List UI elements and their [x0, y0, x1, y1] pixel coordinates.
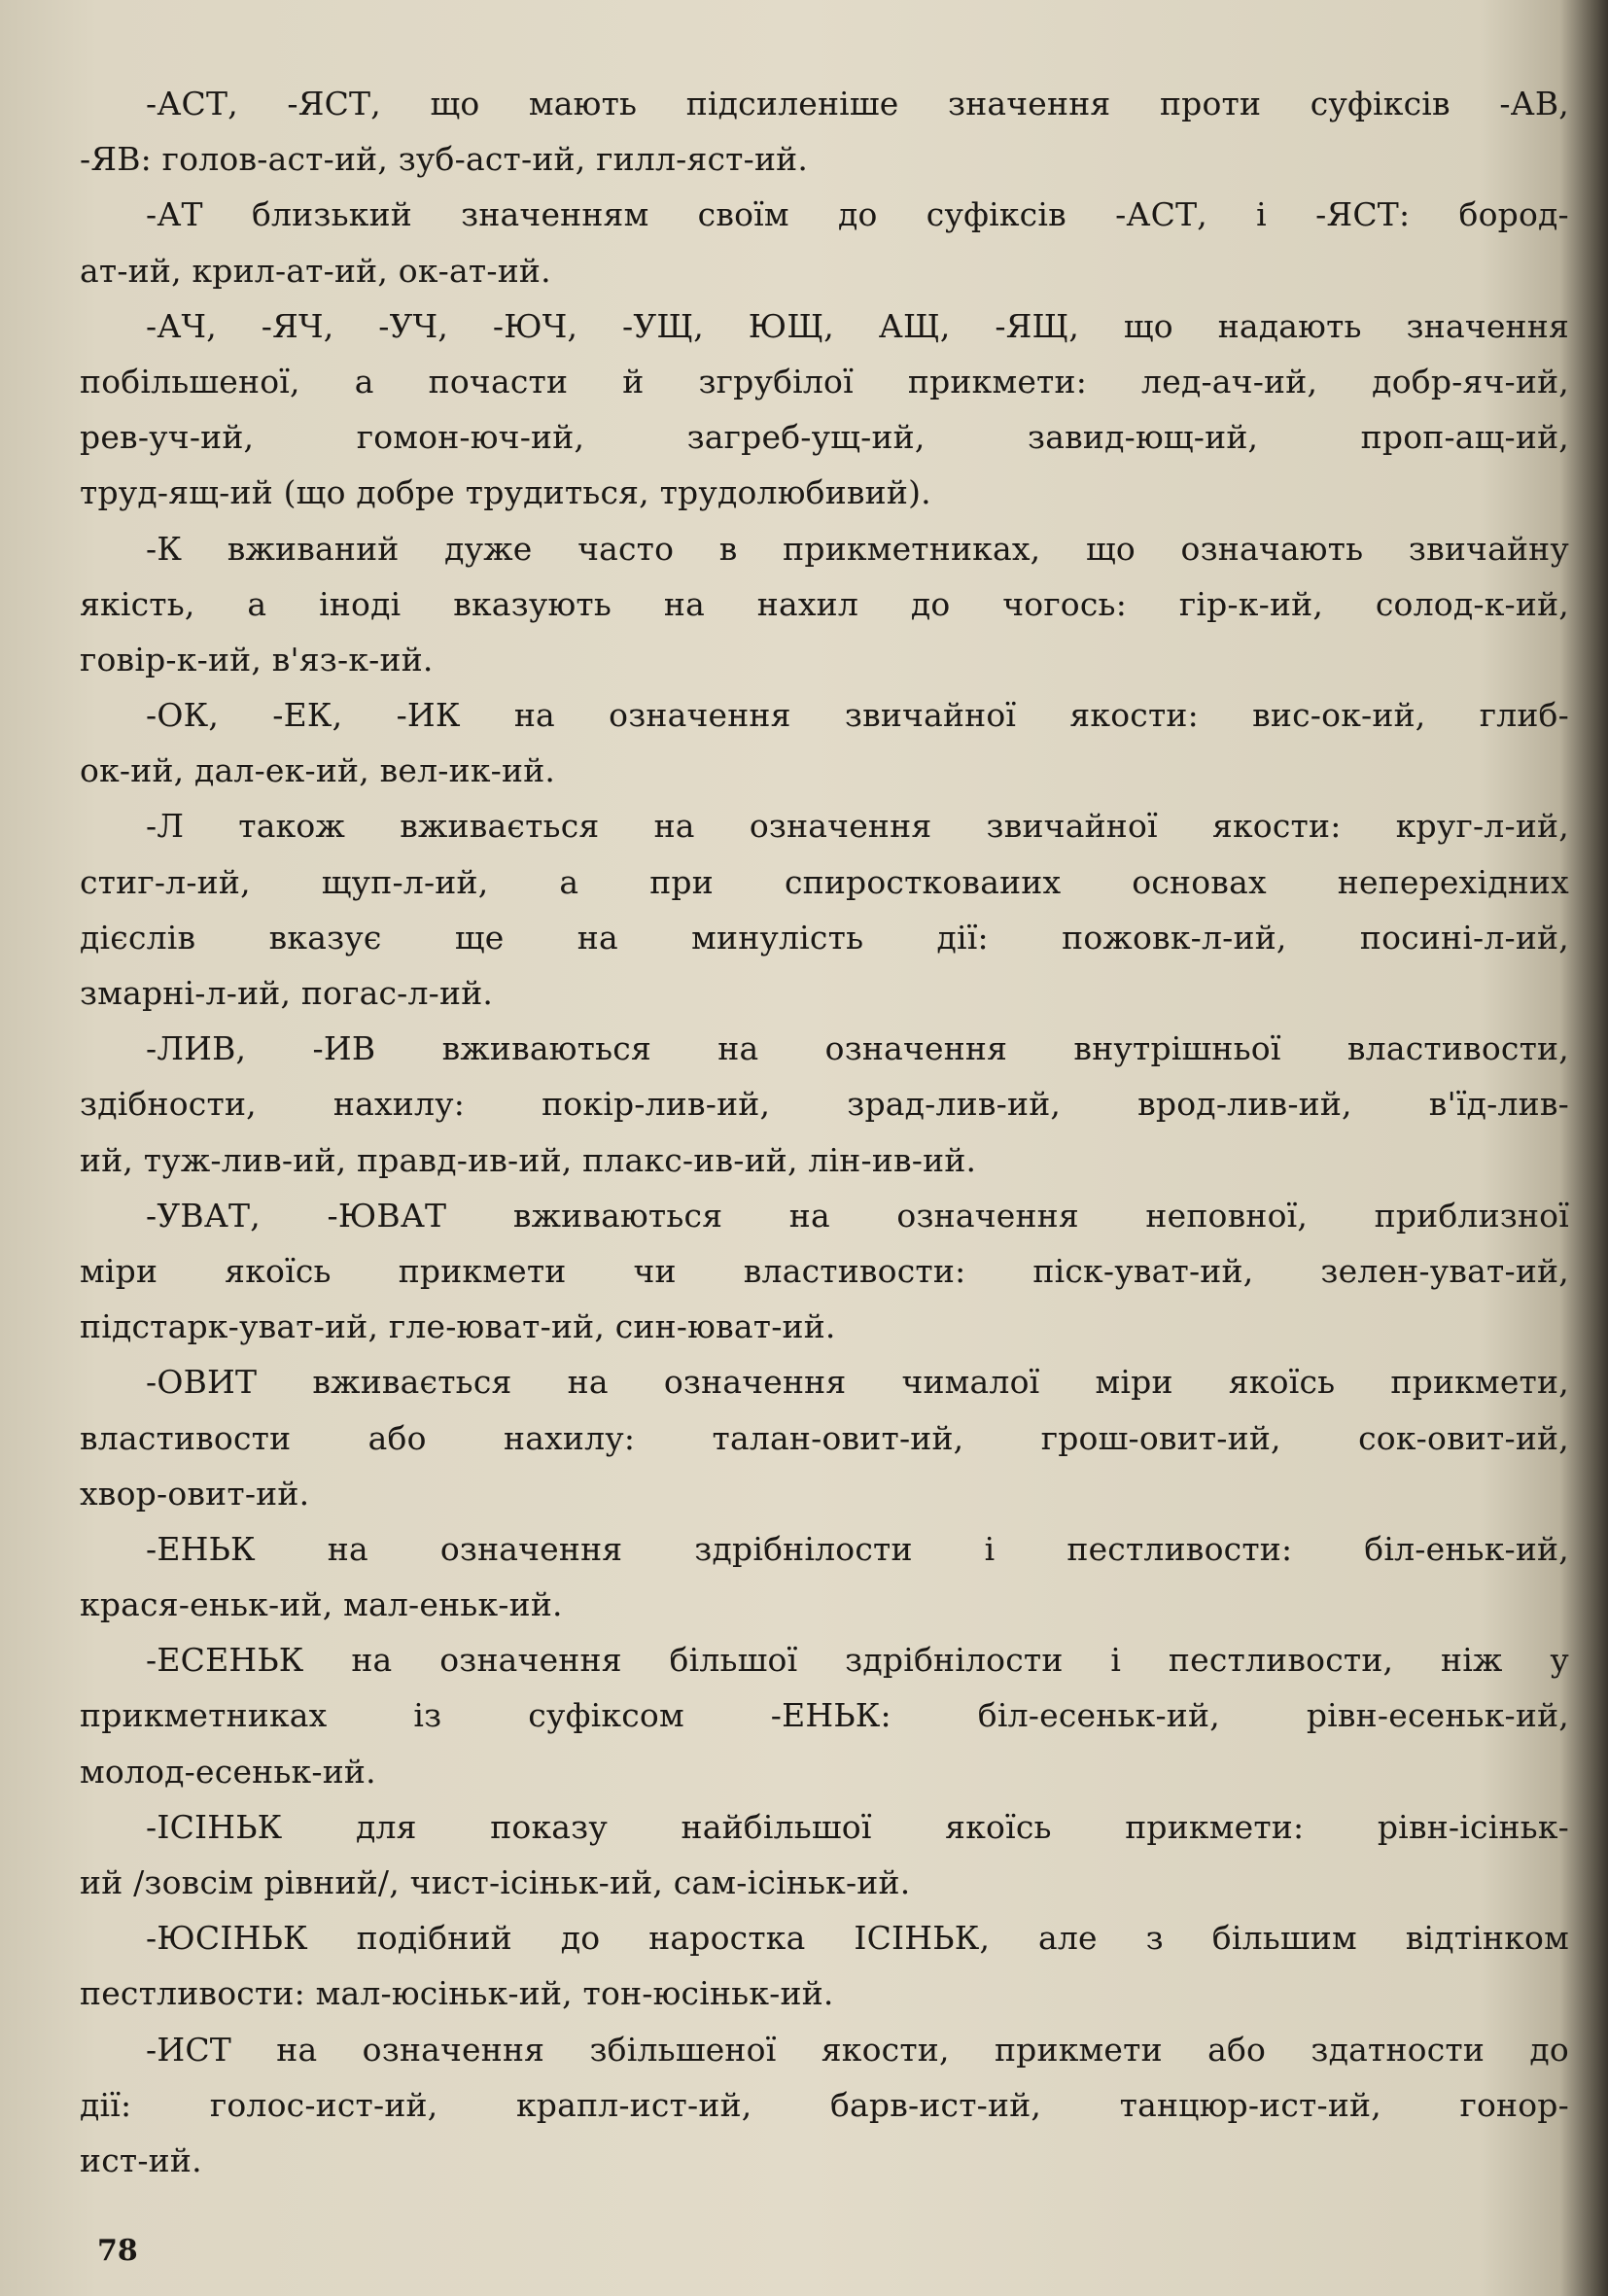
text-line: ист-ий. — [80, 2140, 202, 2179]
text-line: властивости або нахилу: талан-овит-ий, грош-овит-ий, сок-овит-ий, — [80, 1418, 1569, 1457]
text-line: підстарк-уват-ий, гле-юват-ий, син-юват-ий. — [80, 1307, 836, 1346]
text-line: рев-уч-ий, гомон-юч-ий, загреб-ущ-ий, завид-ющ-ий, проп-ащ-ий, — [80, 418, 1569, 457]
text-line: труд-ящ-ий (що добре трудиться, трудолюбивий). — [80, 473, 931, 512]
text-line: крася-еньк-ий, мал-еньк-ий. — [80, 1585, 563, 1624]
text-line: -ЛИВ, -ИВ вживаються на означення внутрішньої властивости, — [146, 1029, 1569, 1068]
text-line: ок-ий, дал-ек-ий, вел-ик-ий. — [80, 751, 556, 790]
text-line: говір-к-ий, в'яз-к-ий. — [80, 640, 434, 678]
text-line: -ЯВ: голов-аст-ий, зуб-аст-ий, гилл-яст-ий. — [80, 140, 809, 179]
text-line: ий, туж-лив-ий, правд-ив-ий, плакс-ив-ий, лін-ив-ий. — [80, 1140, 977, 1179]
text-line: ий /зовсім рівний/, чист-ісіньк-ий, сам-ісіньк-ий. — [80, 1863, 911, 1901]
text-line: -ИСТ на означення збільшеної якости, прикмети або здатности до — [146, 2030, 1569, 2069]
text-line: хвор-овит-ий. — [80, 1474, 310, 1513]
text-line: ат-ий, крил-ат-ий, ок-ат-ий. — [80, 251, 551, 290]
page-number: 78 — [97, 2234, 138, 2268]
text-line: міри якоїсь прикмети чи властивости: піск-уват-ий, зелен-уват-ий, — [80, 1251, 1569, 1290]
text-line: -УВАТ, -ЮВАТ вживаються на означення неповної, приблизної — [146, 1196, 1569, 1235]
text-line: якість, а іноді вказують на нахил до чогось: гір-к-ий, солод-к-ий, — [80, 584, 1569, 623]
text-line: -ЕСЕНЬК на означення більшої здрібнілости і пестливости, ніж у — [146, 1641, 1569, 1680]
text-line: дієслів вказує ще на минулість дії: пожовк-л-ий, посині-л-ий, — [80, 918, 1569, 957]
text-line: здібности, нахилу: покір-лив-ий, зрад-лив-ий, врод-лив-ий, в'їд-лив- — [80, 1085, 1569, 1124]
text-line: стиг-л-ий, щуп-л-ий, а при спиростковаиих основах неперехідних — [80, 862, 1569, 901]
text-line: -К вживаний дуже часто в прикметниках, що означають звичайну — [146, 529, 1569, 568]
text-line: -ЮСІНЬК подібний до наростка ІСІНЬК, але з більшим відтінком — [146, 1919, 1569, 1958]
text-line: дії: голос-ист-ий, крапл-ист-ий, барв-ист-ий, танцюр-ист-ий, гонор- — [80, 2085, 1569, 2124]
text-line: -ЕНЬК на означення здрібнілости і пестливости: біл-еньк-ий, — [146, 1529, 1569, 1568]
text-line: -АСТ, -ЯСТ, що мають підсиленіше значення проти суфіксів -АВ, — [146, 85, 1569, 122]
text-line: прикметниках із суфіксом -ЕНЬК: біл-есеньк-ий, рівн-есеньк-ий, — [80, 1696, 1569, 1735]
body-text — [80, 76, 1569, 2188]
text-line: -АЧ, -ЯЧ, -УЧ, -ЮЧ, -УЩ, ЮЩ, АЩ, -ЯЩ, що надають значення — [146, 306, 1569, 345]
text-line: -ОВИТ вживається на означення чималої міри якоїсь прикмети, — [146, 1363, 1569, 1402]
text-line: -ОК, -ЕК, -ИК на означення звичайної якости: вис-ок-ий, глиб- — [146, 696, 1569, 735]
text-line: -ІСІНЬК для показу найбільшої якоїсь прикмети: рівн-ісіньк- — [146, 1807, 1569, 1846]
text-line: молод-есеньк-ий. — [80, 1752, 376, 1791]
text-line: -Л також вживається на означення звичайної якости: круг-л-ий, — [146, 807, 1569, 846]
text-line: -АТ близький значенням своїм до суфіксів -АСТ, і -ЯСТ: бород- — [146, 195, 1569, 234]
text-line: пестливости: мал-юсіньк-ий, тон-юсіньк-ий. — [80, 1974, 834, 2013]
text-line: змарні-л-ий, погас-л-ий. — [80, 974, 494, 1012]
text-line: побільшеної, а почасти й згрубілої прикмети: лед-ач-ий, добр-яч-ий, — [80, 362, 1569, 400]
